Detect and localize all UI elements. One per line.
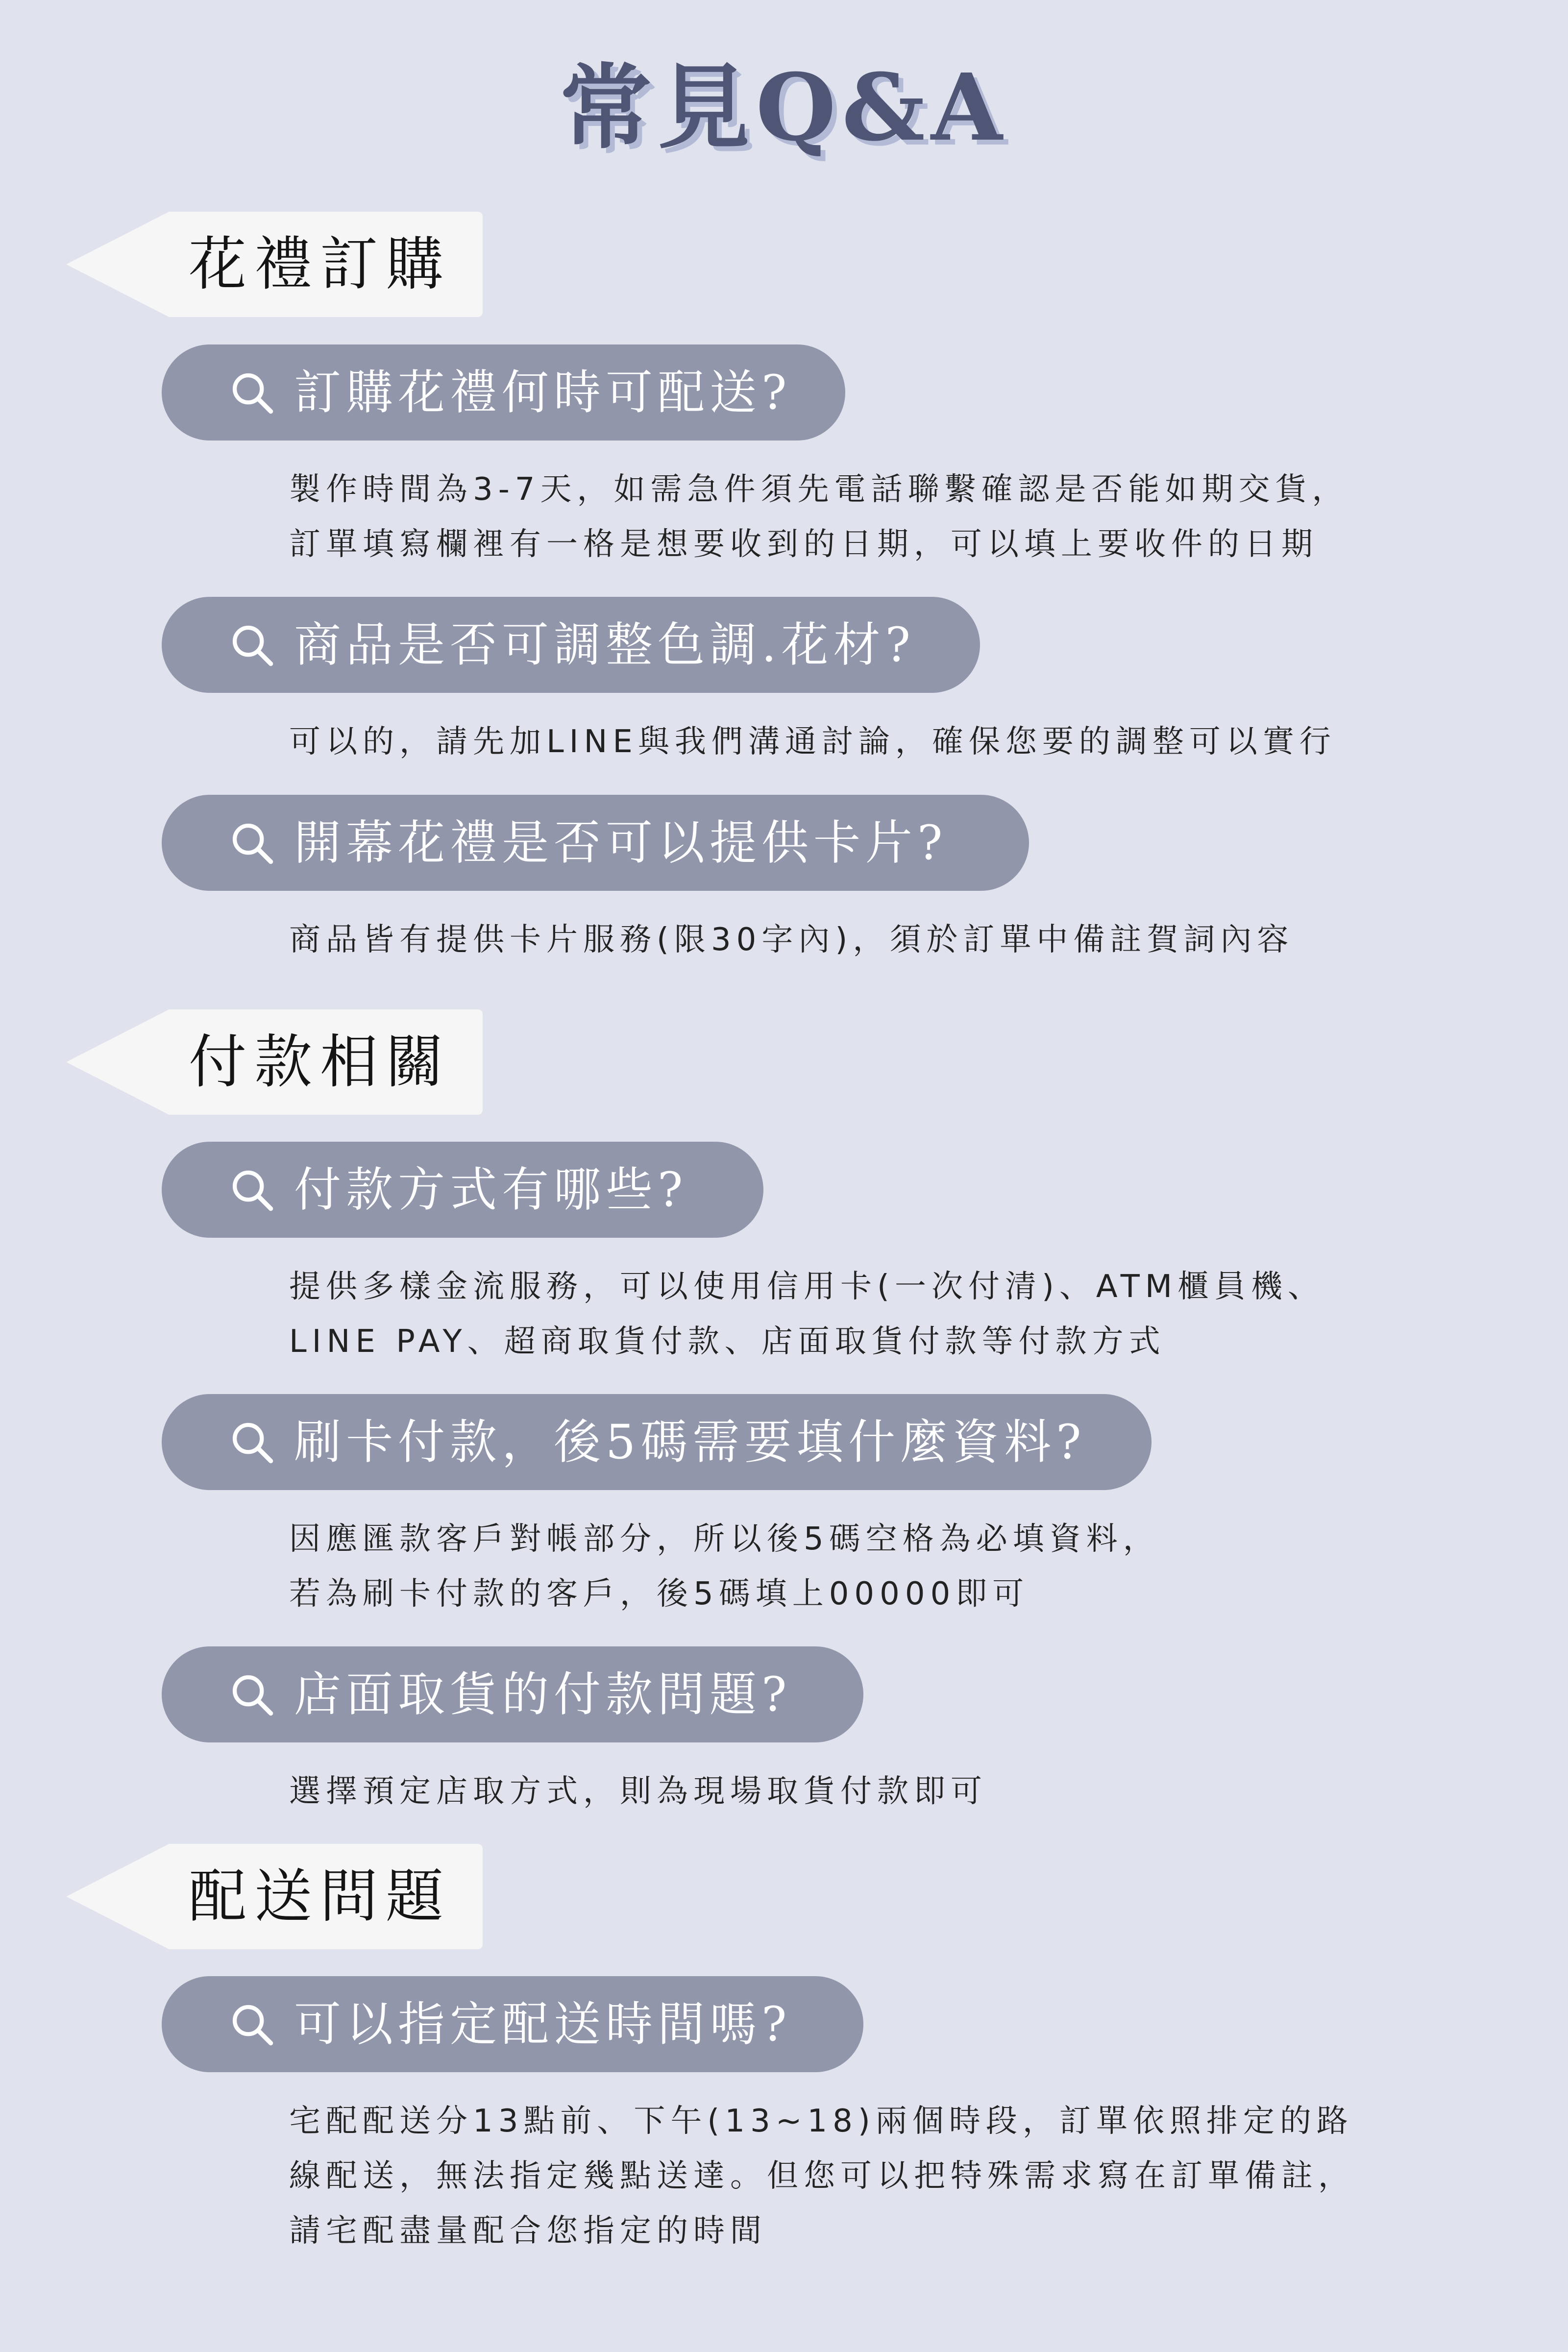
section-title: 配送問題	[189, 1862, 452, 1930]
faq-question-text: 商品是否可調整色調.花材?	[294, 617, 915, 672]
faq-answer-line: 可以的，請先加LINE與我們溝通討論，確保您要的調整可以實行	[289, 724, 1336, 760]
faq-question-delivery-slot[interactable]	[162, 1976, 863, 2072]
faq-answer	[289, 1512, 1160, 1621]
faq-answer	[289, 2094, 1355, 2258]
search-icon	[229, 1167, 274, 1212]
search-icon	[229, 2002, 274, 2047]
section-header	[66, 212, 483, 317]
faq-answer	[289, 1259, 1324, 1369]
faq-question-text: 開幕花禮是否可以提供卡片?	[294, 815, 948, 870]
search-icon	[229, 370, 274, 415]
section-header	[66, 1844, 483, 1949]
faq-answer	[289, 912, 1294, 967]
faq-answer-line: LINE PAY、超商取貨付款、店面取貨付款等付款方式	[289, 1323, 1166, 1360]
page-title: 常見Q&A	[560, 53, 1008, 162]
faq-question-opening-card[interactable]	[162, 795, 1029, 891]
faq-question-text: 刷卡付款，後5碼需要填什麼資料?	[294, 1415, 1086, 1470]
faq-answer-line: 請宅配盡量配合您指定的時間	[289, 2213, 767, 2249]
section-header	[66, 1009, 483, 1115]
faq-question-text: 店面取貨的付款問題?	[294, 1667, 792, 1722]
faq-answer-line: 商品皆有提供卡片服務(限30字內)，須於訂單中備註賀詞內容	[289, 922, 1294, 958]
faq-question-adjust-color[interactable]	[162, 597, 980, 693]
section-arrow-tab	[66, 212, 169, 317]
faq-question-text: 可以指定配送時間嗎?	[294, 1997, 792, 2052]
faq-answer-line: 線配送，無法指定幾點送達。但您可以把特殊需求寫在訂單備註，	[289, 2158, 1355, 2194]
faq-answer-line: 若為刷卡付款的客戶，後5碼填上00000即可	[289, 1576, 1029, 1612]
faq-answer-line: 選擇預定店取方式，則為現場取貨付款即可	[289, 1773, 987, 1810]
faq-answer	[289, 462, 1349, 572]
faq-answer	[289, 714, 1336, 769]
faq-question-card-last5[interactable]	[162, 1394, 1152, 1490]
search-icon	[229, 820, 274, 865]
section-title: 付款相關	[189, 1028, 452, 1096]
faq-question-delivery-time[interactable]	[162, 344, 845, 441]
faq-answer-line: 因應匯款客戶對帳部分，所以後5碼空格為必填資料，	[289, 1521, 1160, 1557]
faq-answer-line: 宅配配送分13點前、下午(13~18)兩個時段，訂單依照排定的路	[289, 2103, 1353, 2139]
faq-question-text: 付款方式有哪些?	[294, 1162, 688, 1217]
section-arrow-tab	[66, 1844, 169, 1949]
faq-answer-line: 製作時間為3-7天，如需急件須先電話聯繫確認是否能如期交貨，	[289, 471, 1349, 508]
faq-question-store-pickup[interactable]	[162, 1646, 863, 1742]
faq-answer-line: 訂單填寫欄裡有一格是想要收到的日期，可以填上要收件的日期	[289, 526, 1318, 563]
section-title: 花禮訂購	[189, 230, 452, 298]
faq-question-text: 訂購花禮何時可配送?	[294, 365, 792, 420]
search-icon	[229, 622, 274, 667]
faq-answer-line: 提供多樣金流服務，可以使用信用卡(一次付清)、ATM櫃員機、	[289, 1269, 1325, 1305]
section-arrow-tab	[66, 1009, 169, 1115]
search-icon	[229, 1672, 274, 1717]
faq-question-payment-methods[interactable]	[162, 1142, 763, 1238]
search-icon	[229, 1420, 274, 1465]
faq-answer	[289, 1764, 987, 1819]
